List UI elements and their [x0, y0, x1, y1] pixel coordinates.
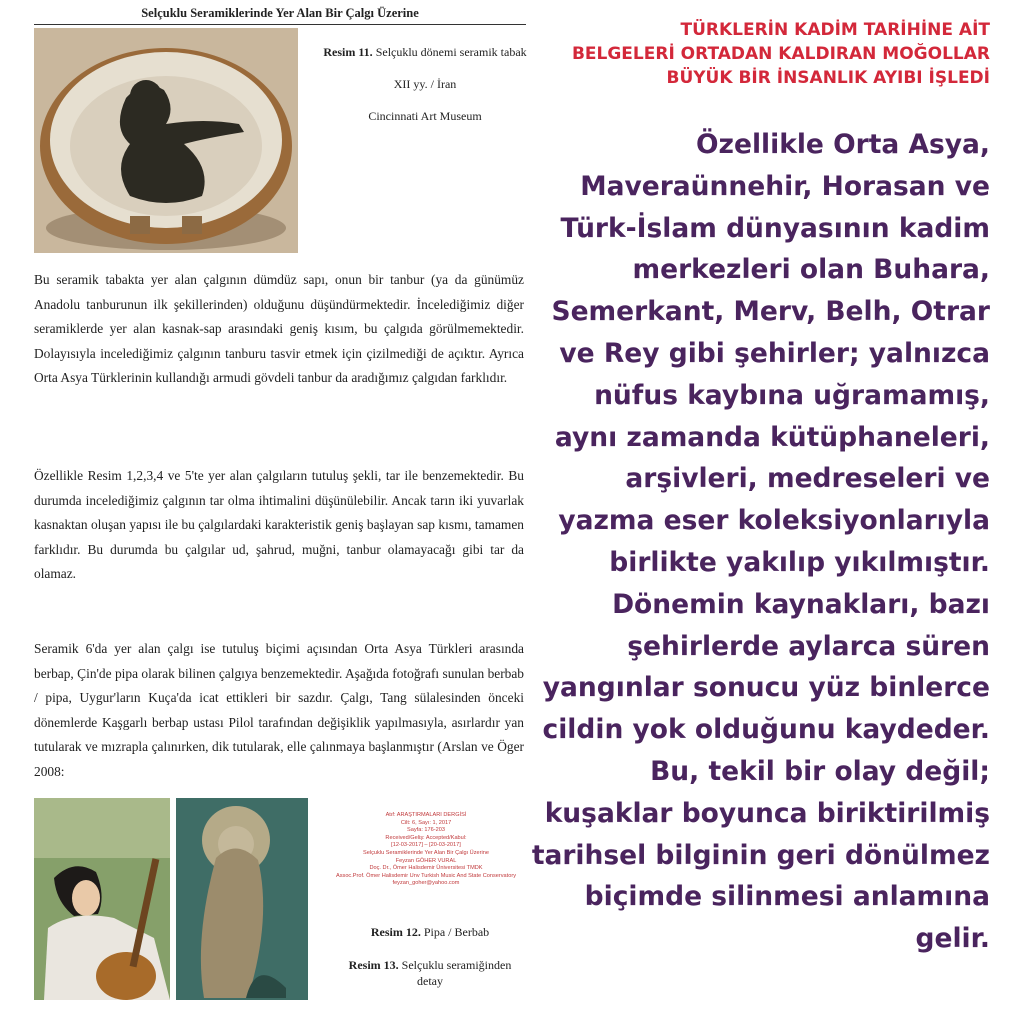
figure-13-title: Selçuklu seramiğinden	[401, 958, 512, 972]
pipa-player-photo	[34, 798, 170, 1000]
citation-line: Selçuklu Seramiklerinde Yer Alan Bir Çalgı Üzerine	[363, 849, 489, 856]
body-line: Bu, tekil bir olay değil;	[650, 755, 990, 787]
figure-11-museum: Cincinnati Art Museum	[368, 109, 482, 123]
figure-11-date-place: XII yy. / İran	[393, 77, 457, 91]
figure-11-caption	[305, 44, 545, 124]
headline	[550, 18, 990, 90]
citation-line: feyzan_goher@yahoo.com	[392, 880, 460, 887]
body-line: birlikte yakılıp yıkılmıştır.	[609, 546, 990, 578]
figure-13-caption	[320, 957, 540, 989]
citation-line: Atıf: ARAŞTIRMALARI DERGİSİ	[385, 812, 467, 818]
body-line: merkezleri olan Buhara,	[632, 254, 990, 286]
citation-line: Received/Geliş: Accepted/Kabul:	[385, 834, 467, 841]
ceramic-bowl-photo	[34, 28, 298, 253]
citation-block	[312, 812, 540, 888]
figure-11-title: Selçuklu dönemi seramik tabak	[375, 45, 527, 59]
paragraph-2: Özellikle Resim 1,2,3,4 ve 5'te yer alan çalgıların tutuluş şekli, tar ile benzemektedir. Bu durumda incelediğimiz çalgının tar olma ihtimalini düşünülebilir. Ancak tarın iki yuvarlak kasnaktan oluşan yapısı ile bu çalgılardaki karakteristik geniş başlayan sap kısmı, tamamen farklıdır. Bu durumda bu çalgılar ud, şahrud, muğni, tanbur olamayacağı gibi tar da olamaz.	[34, 468, 524, 581]
figure-12-label: Resim 12.	[370, 925, 421, 939]
body-line: biçimde silinmesi anlamına	[584, 881, 990, 913]
headline-line: BÜYÜK BİR İNSANLIK AYIBI İŞLEDİ	[666, 68, 990, 88]
citation-line: Assoc.Prof. Ömer Halisdemir Unv Turkish Music And State Conservatory	[336, 872, 516, 879]
citation-line: Cilt: 6, Sayı: 1, 2017	[400, 819, 452, 826]
figure-11-label: Resim 11.	[323, 45, 373, 59]
headline-line: BELGELERİ ORTADAN KALDIRAN MOĞOLLAR	[571, 44, 990, 64]
body-line: yangınlar sonucu yüz binlerce	[542, 672, 990, 704]
body-line: aynı zamanda kütüphaneleri,	[554, 421, 990, 453]
body-line: arşivleri, medreseleri ve	[625, 463, 990, 495]
statement-panel	[531, 0, 1024, 1015]
body-line: Maveraünnehir, Horasan ve	[580, 170, 990, 202]
body-line: Dönemin kaynakları, bazı	[612, 588, 990, 620]
running-head: Selçuklu Seramiklerinde Yer Alan Bir Çalgı Üzerine	[34, 6, 526, 25]
body-line: nüfus kaybına uğramamış,	[594, 379, 990, 411]
body-line: Özellikle Orta Asya,	[696, 129, 990, 160]
body-line: Türk-İslam dünyasının kadim	[560, 212, 990, 244]
citation-line: Doç. Dr., Ömer Halisdemir Üniversitesi TMDK	[369, 865, 483, 872]
body-line: tarihsel bilginin geri dönülmez	[531, 839, 990, 871]
body-line: cildin yok olduğunu kaydeder.	[542, 714, 990, 746]
citation-line: Sayfa: 176-203	[407, 827, 445, 834]
body-line: şehirlerde aylarca süren	[627, 630, 990, 662]
figure-13-label: Resim 13.	[348, 958, 399, 972]
body-line: Semerkant, Merv, Belh, Otrar	[551, 296, 990, 328]
figure-12-title: Pipa / Berbab	[423, 925, 490, 939]
ceramic-detail-photo	[176, 798, 308, 1000]
body-line: gelir.	[915, 923, 990, 955]
citation-line: Feyzan GÖHER VURAL	[395, 857, 457, 864]
body-line: kuşaklar boyunca biriktirilmiş	[544, 797, 990, 829]
paragraph-1: Bu seramik tabakta yer alan çalgının dümdüz sapı, onun bir tanbur (ya da günümüz Anadolu tanburunun ilk şekillerinden) olduğunu düşündürmektedir. İncelediğimiz diğer seramiklerde yer alan kasnak-sap arasındaki geniş kısım, bu çalgıda görülmemektedir. Dolayısıyla incelediğimiz çalgının tanburu tasvir etmek için çizilmediği de açıktır. Ayrıca Orta Asya Türklerinin kullandığı armudi gövdeli tanbur da aradığımız çalgıdan farklıdır.	[34, 272, 524, 385]
citation-line: [12-03-2017] – [20-03-2017]	[391, 842, 461, 849]
figure-13-title-cont: detay	[417, 974, 443, 988]
statement-body	[520, 124, 990, 960]
body-line: yazma eser koleksiyonlarıyla	[558, 505, 990, 537]
headline-line: TÜRKLERİN KADİM TARİHİNE AİT	[680, 20, 990, 40]
paragraph-3: Seramik 6'da yer alan çalgı ise tutuluş biçimi açısından Orta Asya Türkleri arasında berbap, Çin'de pipa olarak bilinen çalgıya benzemektedir. Aşağıda fotoğrafı sunulan berbab / pipa, Uygur'ların Kuça'da icat ettikleri bir sazdır. Çalgı, Tang sülalesinden önceki dönemlerde Kaşgarlı berbap ustası Pilol tarafından değişiklik yapılmasıyla, asırlardır yan tutularak ve mızrapla çalınırken, dik tutularak, elle çalınmaya başlanmıştır (Arslan ve Öger 2008:	[34, 641, 524, 779]
figure-12-caption	[330, 924, 530, 940]
body-line: ve Rey gibi şehirler; yalnızca	[559, 337, 990, 369]
